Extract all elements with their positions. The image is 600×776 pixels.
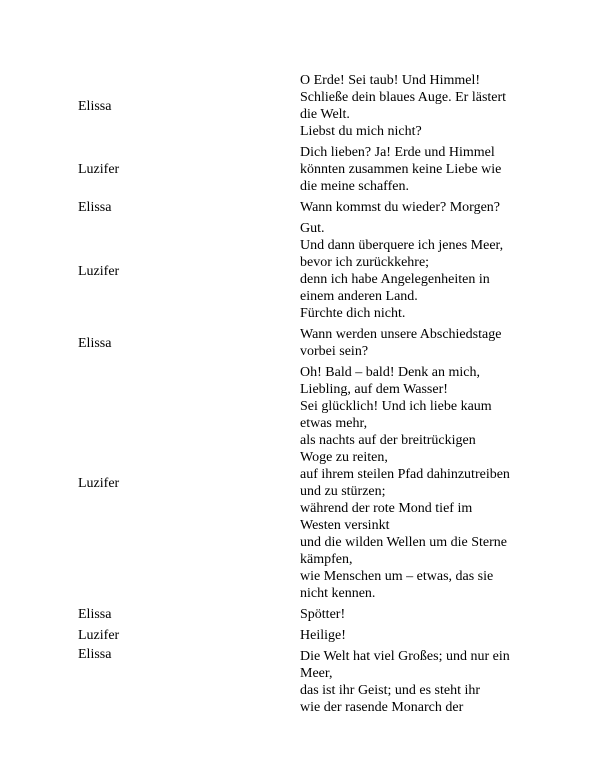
speech-text: [300, 324, 545, 362]
speaker-name: Luzifer: [78, 162, 120, 177]
speech-line: könnten zusammen keine Liebe wie: [300, 162, 502, 177]
dialogue-entry: [72, 197, 552, 218]
speaker-name: Elissa: [78, 647, 112, 662]
speech-line: nicht kennen.: [300, 586, 376, 601]
speech-line: wie Menschen um – etwas, das sie: [300, 569, 494, 584]
speech-line: Und dann überquere ich jenes Meer,: [300, 238, 504, 253]
speech-line: Liebling, auf dem Wasser!: [300, 382, 448, 397]
speech-line: und zu stürzen;: [300, 484, 386, 499]
speaker-name: Elissa: [78, 607, 112, 622]
speaker-name: Elissa: [78, 335, 112, 351]
speech-line: Woge zu reiten,: [300, 450, 388, 465]
dialogue-entry: [72, 604, 552, 625]
speech-text: [300, 625, 545, 646]
speech-line: Sei glücklich! Und ich liebe kaum: [300, 399, 492, 414]
speaker-name: Elissa: [78, 98, 112, 114]
speech-line: auf ihrem steilen Pfad dahinzutreiben: [300, 467, 510, 482]
speech-line: bevor ich zurückkehre;: [300, 255, 430, 270]
speaker-name: Luzifer: [78, 475, 120, 491]
speech-line: denn ich habe Angelegenheiten in: [300, 272, 490, 287]
speech-line: Meer,: [300, 666, 333, 681]
speech-text: [300, 70, 545, 142]
dialogue-entry: [72, 324, 552, 362]
dialogue-entry: [72, 70, 552, 142]
speaker-name: Luzifer: [78, 628, 120, 643]
speech-line: Wann kommst du wieder? Morgen?: [300, 200, 501, 215]
speaker-name: Elissa: [78, 200, 112, 215]
speech-line: Liebst du mich nicht?: [300, 124, 422, 139]
speech-line: Fürchte dich nicht.: [300, 306, 406, 321]
speech-line: während der rote Mond tief im: [300, 501, 473, 516]
speech-line: etwas mehr,: [300, 416, 368, 431]
speech-line: das ist ihr Geist; und es steht ihr: [300, 683, 481, 698]
speech-text: [300, 362, 545, 604]
dialogue-table: [72, 70, 552, 718]
dialogue-entry: [72, 646, 552, 718]
speech-text: [300, 646, 545, 718]
speech-line: Schließe dein blaues Auge. Er lästert: [300, 90, 507, 105]
dialogue-entry: [72, 362, 552, 604]
speaker-name: Luzifer: [78, 263, 120, 279]
speech-line: und die wilden Wellen um die Sterne: [300, 535, 508, 550]
speech-text: [300, 604, 545, 625]
speech-line: Wann werden unsere Abschiedstage: [300, 327, 502, 342]
speech-line: die meine schaffen.: [300, 179, 409, 194]
speech-line: Oh! Bald – bald! Denk an mich,: [300, 365, 481, 380]
speech-text: [300, 197, 545, 218]
speech-line: einem anderen Land.: [300, 289, 418, 304]
dialogue-entry: [72, 625, 552, 646]
speech-line: wie der rasende Monarch der: [300, 700, 464, 715]
speech-line: kämpfen,: [300, 552, 353, 567]
speech-line: Dich lieben? Ja! Erde und Himmel: [300, 145, 495, 160]
speech-line: vorbei sein?: [300, 344, 369, 359]
speech-line: Gut.: [300, 221, 325, 236]
dialogue-entry: [72, 142, 552, 197]
speech-text: [300, 142, 545, 197]
speech-line: O Erde! Sei taub! Und Himmel!: [300, 73, 481, 88]
speech-line: als nachts auf der breitrückigen: [300, 433, 476, 448]
speech-line: Westen versinkt: [300, 518, 390, 533]
speech-line: Die Welt hat viel Großes; und nur ein: [300, 649, 510, 664]
speech-text: [300, 218, 545, 324]
speech-line: Heilige!: [300, 628, 346, 643]
speech-line: die Welt.: [300, 107, 350, 122]
dialogue-entry: [72, 218, 552, 324]
speech-line: Spötter!: [300, 607, 346, 622]
